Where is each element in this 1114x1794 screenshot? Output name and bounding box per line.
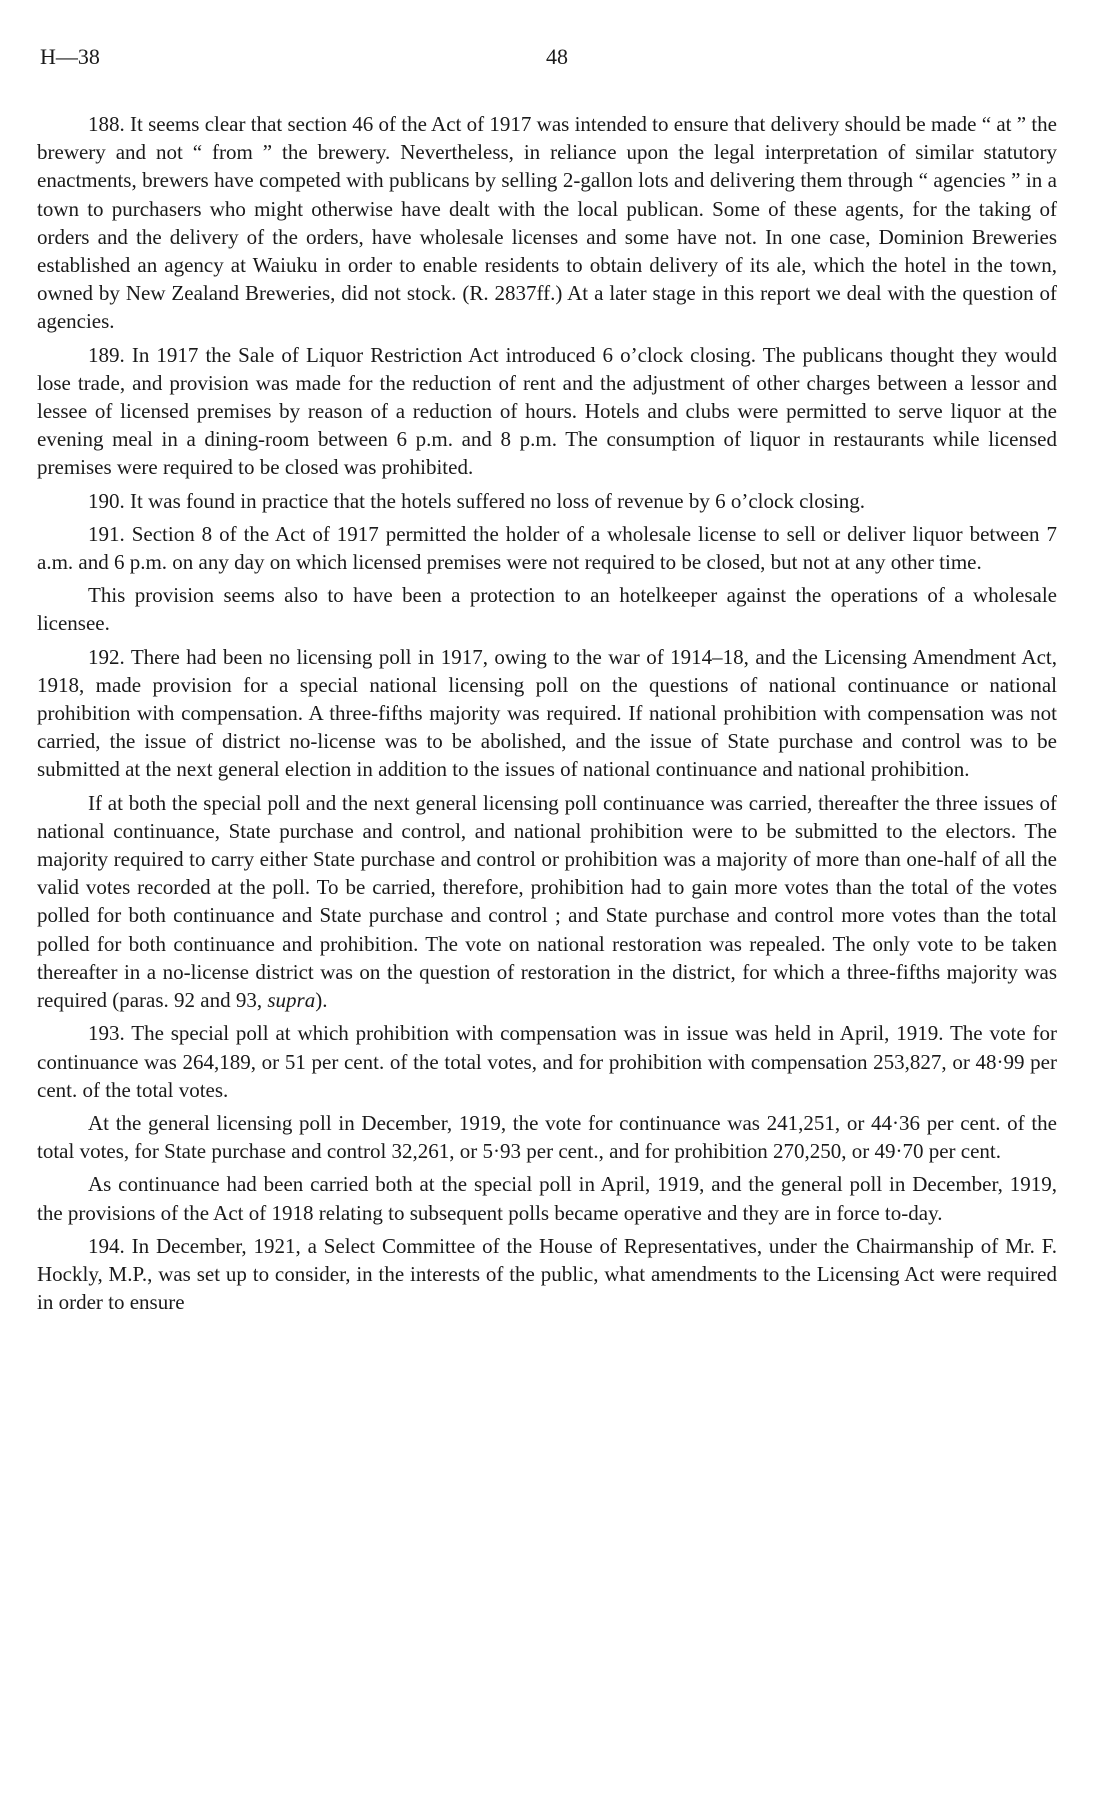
paragraph-193: 193. The special poll at which prohibition with compensation was in issue was held in April, 1919. The vote for continuance was 264,189, or 51 per cent. of the total votes, and for prohibition with compensation 253,827, or 48·99 per cent. of the total votes.: [37, 1021, 1057, 1102]
page-number: 48: [546, 44, 568, 69]
page-header: [40, 44, 1074, 74]
paragraph-191-continued: This provision seems also to have been a protection to an hotelkeeper against the operations of a wholesale licensee.: [37, 583, 1057, 636]
italic-supra: supra: [267, 988, 316, 1013]
paragraph-192-continued-text: If at both the special poll and the next general licensing poll continuance was carried, thereafter the three issues of national continuance, State purchase and control, and national prohibition were to be submitted to the electors. The majority required to carry either State purchase and control or prohibition was a majority of more than one-half of all the valid votes recorded at the poll. To be carried, therefore, prohibition had to gain more votes than the total of the votes polled for both continuance and State purchase and control ; and State purchase and control more votes than the total polled for both continuance and prohibition. The vote on national restoration was repealed. The only vote to be taken thereafter in a no-license district was on the question of restoration in the district, for which a three-fifths majority was required (paras. 92 and 93,: [37, 790, 1057, 1013]
paragraph-194: 194. In December, 1921, a Select Committee of the House of Representatives, under the Chairmanship of Mr. F. Hockly, M.P., was set up to consider, in the interests of the public, what amendments to the Licensing Act were required in order to ensure: [37, 1233, 1057, 1315]
paragraph-188: 188. It seems clear that section 46 of the Act of 1917 was intended to ensure that delivery should be made “ at ” the brewery and not “ from ” the brewery. Nevertheless, in reliance upon the legal interpretation of similar statutory enactments, brewers have competed with publicans by selling 2-gallon lots and delivering them through “ agencies ” in a town to purchasers who might otherwise have dealt with the local publican. Some of these agents, for the taking of orders and the delivery of the orders, have wholesale licenses and some have not. In one case, Dominion Breweries established an agency at Waiuku in order to enable residents to obtain delivery of its ale, which the hotel in the town, owned by New Zealand Breweries, did not stock. (R. 2837ff.) At a later stage in this report we deal with the question of agencies.: [37, 112, 1057, 334]
paragraph-191: 191. Section 8 of the Act of 1917 permitted the holder of a wholesale license to sell or deliver liquor between 7 a.m. and 6 p.m. on any day on which licensed premises were not required to be closed, but not at any other time.: [37, 521, 1057, 575]
paragraph-end-punctuation: ).: [315, 988, 328, 1013]
paragraph-193-continued: As continuance had been carried both at the special poll in April, 1919, and the general poll in December, 1919, the provisions of the Act of 1918 relating to subsequent polls became operative and they are in force to-day.: [37, 1172, 1057, 1225]
paragraph-189: 189. In 1917 the Sale of Liquor Restriction Act introduced 6 o’clock closing. The publicans thought they would lose trade, and provision was made for the reduction of rent and the adjustment of other charges between a lessor and lessee of licensed premises by reason of a reduction of hours. Hotels and clubs were permitted to serve liquor at the evening meal in a dining-room between 6 p.m. and 8 p.m. The consumption of liquor in restaurants while licensed premises were required to be closed was prohibited.: [37, 342, 1057, 480]
paragraph-193-general-poll: At the general licensing poll in December, 1919, the vote for continuance was 241,251, or 44·36 per cent. of the total votes, for State purchase and control 32,261, or 5·93 per cent., and for prohibition 270,250, or 49·70 per cent.: [37, 1110, 1057, 1164]
paragraph-190: 190. It was found in practice that the hotels suffered no loss of revenue by 6 o’clock closing.: [88, 488, 865, 513]
paragraph-192: 192. There had been no licensing poll in 1917, owing to the war of 1914–18, and the Licensing Amendment Act, 1918, made provision for a special national licensing poll on the questions of national continuance or national prohibition with compensation. A three-fifths majority was required. If national prohibition with compensation was not carried, the issue of district no-license was to be abolished, and the issue of State purchase and control was to be submitted at the next general election in addition to the issues of national continuance and national prohibition.: [37, 644, 1057, 782]
document-reference: H—38: [40, 44, 100, 69]
paragraph-192-continued: [37, 789, 1057, 1015]
body-text: [37, 110, 1057, 1321]
